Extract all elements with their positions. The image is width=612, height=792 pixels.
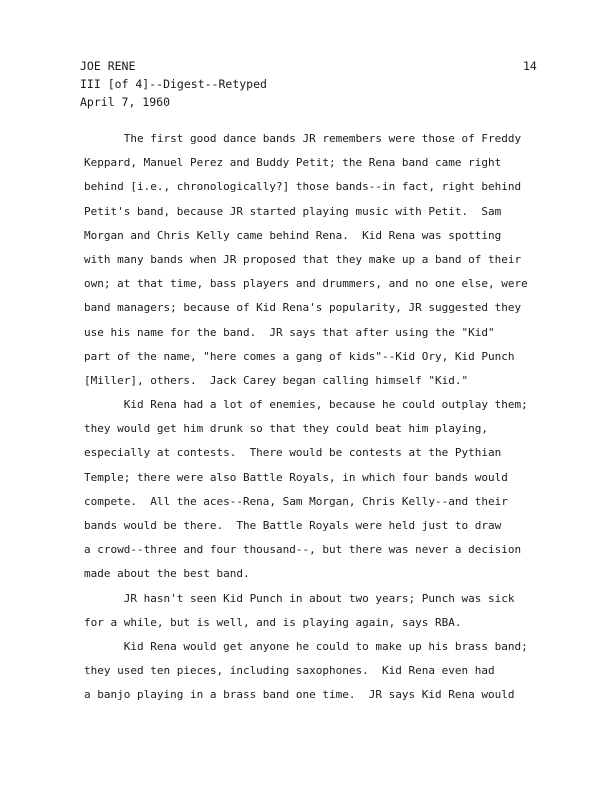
text-line: Morgan and Chris Kelly came behind Rena. Kid Rena was spotting — [84, 228, 502, 242]
text-line: behind [i.e., chronologically?] those bands--in fact, right behind — [84, 180, 522, 194]
header-name: JOE RENE — [80, 59, 136, 73]
header-reel: III [of 4]--Digest--Retyped — [80, 77, 267, 91]
text-line: Kid Rena had a lot of enemies, because he could outplay them; — [84, 398, 528, 412]
text-line: The first good dance bands JR remembers were those of Freddy — [84, 132, 522, 145]
text-line: band managers; because of Kid Rena's popularity, JR suggested they — [84, 301, 522, 315]
text-line: Keppard, Manuel Perez and Buddy Petit; the Rena band came right — [84, 156, 502, 170]
text-line: made about the best band. — [84, 567, 250, 581]
text-line: they would get him drunk so that they could beat him playing, — [84, 422, 488, 436]
header-date: April 7, 1960 — [80, 95, 171, 109]
text-line: part of the name, "here comes a gang of kids"--Kid Ory, Kid Punch — [84, 349, 515, 363]
text-line: bands would be there. The Battle Royals were held just to draw — [84, 519, 502, 532]
text-line: for a while, but is well, and is playing again, says RBA. — [84, 615, 462, 629]
text-line: a banjo playing in a brass band one time. JR says Kid Rena would — [84, 688, 515, 702]
text-line: use his name for the band. JR says that after using the "Kid" — [84, 325, 495, 339]
text-line: especially at contests. There would be contests at the Pythian — [84, 446, 502, 460]
text-line: a crowd--three and four thousand--, but there was never a decision — [84, 543, 522, 557]
text-line: Kid Rena would get anyone he could to make up his brass band; — [84, 639, 528, 653]
text-line: [Miller], others. Jack Carey began calling himself "Kid." — [84, 373, 469, 387]
document-body — [84, 127, 542, 708]
text-line: with many bands when JR proposed that they make up a band of their — [84, 252, 522, 266]
text-line: JR hasn't seen Kid Punch in about two years; Punch was sick — [84, 591, 515, 605]
text-line: they used ten pieces, including saxophones. Kid Rena even had — [84, 664, 495, 678]
text-line: Petit's band, because JR started playing music with Petit. Sam — [84, 204, 502, 218]
document-header — [80, 57, 267, 111]
text-line: own; at that time, bass players and drummers, and no one else, were — [84, 277, 528, 291]
text-line: Temple; there were also Battle Royals, in which four bands would — [84, 470, 508, 484]
page-number: 14 — [523, 59, 537, 73]
text-line: compete. All the aces--Rena, Sam Morgan, Chris Kelly--and their — [84, 494, 508, 508]
